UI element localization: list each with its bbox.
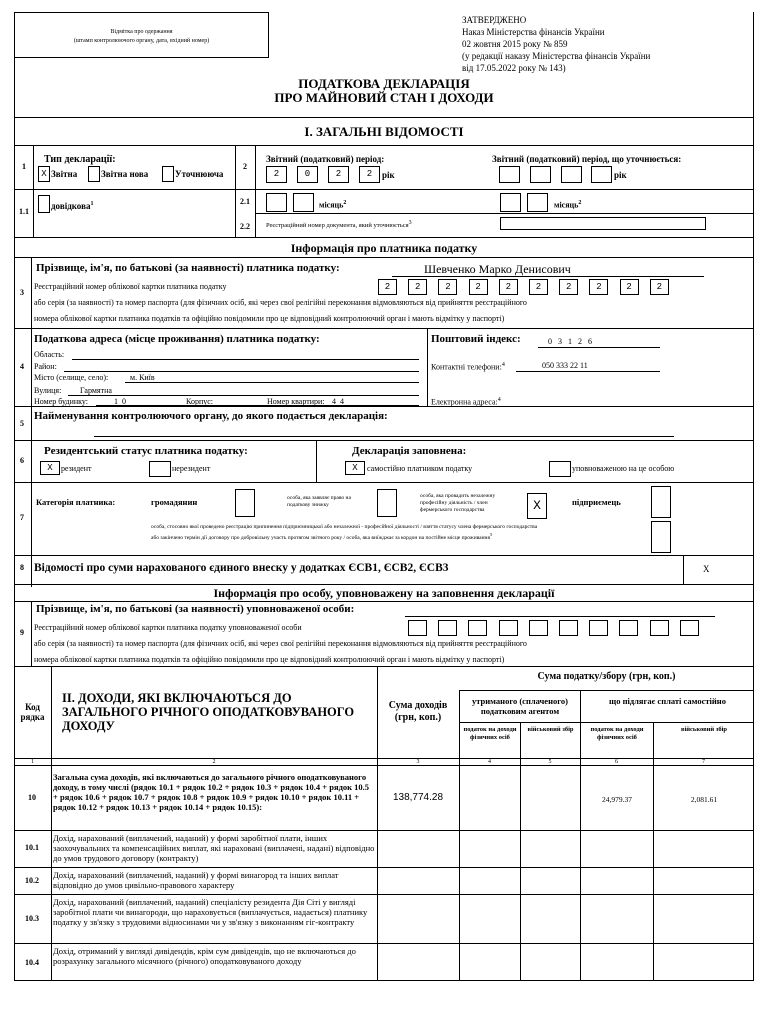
section1-heading: І. ЗАГАЛЬНІ ВІДОМОСТІ — [304, 124, 464, 139]
authorized-rnokpp-digit-box-4[interactable] — [499, 620, 518, 636]
tax-authority-label: Найменування контролюючого органу, до якого подається декларація: — [34, 410, 388, 422]
house-value[interactable]: 1 0 — [114, 397, 127, 406]
row-num-4: 4 — [20, 362, 24, 371]
authorized-rnokpp-digit-box-6[interactable] — [559, 620, 578, 636]
apt-label: Номер квартири: — [267, 397, 325, 406]
city-value[interactable]: м. Київ — [130, 373, 155, 382]
category-citizen: громадянин — [151, 497, 198, 507]
rnokpp-digit-box-2[interactable]: 2 — [408, 279, 427, 295]
authorized-info-heading: Інформація про особу, уповноважену на заповнення декларації — [213, 586, 555, 600]
month-right-box-2[interactable] — [527, 193, 548, 212]
month-label: місяць$^2$ — [319, 200, 347, 210]
col-num-7: 7 — [702, 759, 705, 765]
row-num-7: 7 — [20, 513, 24, 522]
checkbox-independent[interactable]: X — [527, 493, 547, 519]
esv-info-label: Відомості про суми нарахованого єдиного внеску у додатках ЄСВ1, ЄСВ2, ЄСВ3 — [34, 562, 449, 574]
col-military2-header: військовий збір — [680, 726, 728, 733]
col-code-header: Код рядка — [20, 702, 45, 722]
tax-address-label: Податкова адреса (місце проживання) платника податку: — [34, 333, 320, 345]
category-tax-discount: особа, яка заявляє право на податкову знижку — [287, 495, 351, 508]
rnokpp-digit-box-9[interactable]: 2 — [620, 279, 639, 295]
month-box-1[interactable] — [266, 193, 287, 212]
option-filled-authorized: уповноваженою на це особою — [572, 464, 675, 473]
category-independent: особа, яка провадить незалежну професійну діяльність / член фермерського господарства — [420, 493, 496, 513]
city-label: Місто (селище, село): — [34, 373, 109, 382]
postal-index-value[interactable]: 0 3 1 2 6 — [548, 337, 594, 346]
title-line1: ПОДАТКОВА ДЕКЛАРАЦІЯ — [298, 76, 470, 91]
col-self-header: що підлягає сплаті самостійно — [609, 696, 726, 706]
year-suffix-right: рік — [614, 170, 627, 180]
declaration-type-label: Тип декларації: — [44, 154, 116, 165]
col-num-5: 5 — [548, 759, 552, 765]
col-num-1: 1 — [31, 759, 34, 765]
row-num-6: 6 — [20, 456, 24, 465]
apt-value[interactable]: 4 4 — [332, 397, 345, 406]
page-title — [14, 77, 754, 105]
col-income-header: Сума доходів (грн, коп.) — [388, 700, 448, 723]
row-num-3: 3 — [20, 288, 24, 297]
option-utochnyuyucha: Уточнююча — [175, 169, 224, 179]
approval-line4: (у редакції наказу Міністерства фінансів України — [462, 51, 651, 61]
approval-line1: ЗАТВЕРДЖЕНО — [462, 15, 527, 25]
col-num-3: 3 — [416, 759, 420, 765]
row-10-4-text: Дохід, отриманий у вигляді дивідендів, крім сум дивідендів, що не включаються до розрахунку загального місячного (річного) оподатковуваного доходу — [53, 946, 356, 966]
row-code-10-2: 10.2 — [25, 876, 39, 885]
rnokpp-digit-box-4[interactable]: 2 — [469, 279, 488, 295]
authorized-rnokpp-digit-box-9[interactable] — [650, 620, 669, 636]
year-digit-box-3[interactable]: 2 — [328, 166, 349, 183]
year-right-box-3[interactable] — [561, 166, 582, 183]
checkbox-terminated[interactable] — [651, 521, 671, 553]
email-label: Електронна адреса:$^4$ — [431, 397, 501, 407]
year-digit-box-2[interactable]: 0 — [297, 166, 318, 183]
street-label: Вулиця: — [34, 386, 62, 395]
row-10-3-text: Дохід, нарахований (виплачений, наданий) спеціалісту резидента Дія Сіті у вигляді заробітної плати чи винагороди, що нараховується (виплачується, надається) платнику податку у зв'язку з трудовими відносинами чи у зв'язку з виконанням гіг-контракту — [53, 897, 368, 927]
option-nonresident: нерезидент — [172, 464, 211, 473]
checkbox-entrepreneur[interactable] — [651, 486, 671, 518]
rnokpp-digit-box-1[interactable]: 2 — [378, 279, 397, 295]
col-num-4: 4 — [488, 759, 491, 765]
rnokpp-digit-box-6[interactable]: 2 — [529, 279, 548, 295]
filled-by-label: Декларація заповнена: — [352, 445, 467, 457]
row-10-military-self[interactable]: 2,081.61 — [690, 795, 718, 804]
year-right-box-4[interactable] — [591, 166, 612, 183]
stamp-line1: Відмітка про одержання — [110, 29, 173, 35]
passport-note-line1: або серія (за наявності) та номер паспорта (для фізичних осіб, які через свої релігійні переконання відмовляються від прийняття реєстраційного — [34, 298, 527, 307]
phone-label: Контактні телефони:$^4$ — [431, 362, 505, 372]
checkbox-citizen[interactable] — [235, 489, 255, 517]
payer-name-value[interactable]: Шевченко Марко Денисович — [424, 262, 571, 276]
approval-line2: Наказ Міністерства фінансів України — [462, 27, 605, 37]
row-num-2-1: 2.1 — [240, 197, 250, 206]
year-right-box-1[interactable] — [499, 166, 520, 183]
checkbox-filled-authorized[interactable] — [549, 461, 571, 477]
checkbox-dovidkova[interactable] — [38, 195, 50, 213]
year-digit-box-1[interactable]: 2 — [266, 166, 287, 183]
authorized-name-label: Прізвище, ім'я, по батькові (за наявності) уповноваженої особи: — [36, 603, 355, 615]
payer-category-label: Категорія платника: — [36, 497, 116, 507]
checkbox-tax-discount[interactable] — [377, 489, 397, 517]
row-code-10: 10 — [28, 793, 36, 802]
title-line2: ПРО МАЙНОВИЙ СТАН І ДОХОДИ — [274, 90, 494, 105]
passport-note-line2: номера облікової картки платника податків та офіційно повідомили про це відповідний контролюючий орган і мають відмітку у паспорті) — [34, 314, 505, 323]
house-label: Номер будинку: — [34, 397, 89, 406]
col-withheld-header: утриманого (сплаченого) податковим агентом — [472, 696, 568, 716]
year-digit-box-4[interactable]: 2 — [359, 166, 380, 183]
rnokpp-digit-box-7[interactable]: 2 — [559, 279, 578, 295]
col-tax-header: Сума податку/збору (грн, коп.) — [537, 671, 676, 682]
korpus-label: Корпус: — [186, 397, 213, 406]
row-num-9: 9 — [20, 628, 24, 637]
section2-heading: ІІ. ДОХОДИ, ЯКІ ВКЛЮЧАЮТЬСЯ ДО ЗАГАЛЬНОГО РІЧНОГО ОПОДАТКОВУВАНОГО ДОХОДУ — [62, 691, 355, 733]
month-right-box-1[interactable] — [500, 193, 521, 212]
row-num-8: 8 — [20, 563, 24, 572]
col-military-header: військовий збір — [527, 726, 574, 733]
row-num-2: 2 — [243, 162, 247, 171]
category-terminated-note: особа, стосовно якої проведено реєстрацію припинення підприємницької або незалежної - професійної діяльності / взяття статусу члена фермерського господарства або закінчено термін дії договору про добровільну участь протягом звітного року / особа, яка виїжджає за кордон на постійне місце проживання$^5$ — [151, 524, 538, 541]
resident-status-label: Резидентський статус платника податку: — [44, 445, 248, 457]
checkbox-zvitna-nova[interactable] — [88, 166, 100, 182]
row-num-2-2: 2.2 — [240, 222, 250, 231]
checkbox-resident[interactable]: X — [40, 461, 60, 475]
row-code-10-3: 10.3 — [25, 914, 39, 923]
row-code-10-1: 10.1 — [25, 843, 39, 852]
category-entrepreneur: підприємець — [572, 497, 621, 507]
option-zvitna-nova: Звітна нова — [101, 169, 149, 179]
authorized-rnokpp-digit-box-1[interactable] — [408, 620, 427, 636]
row-10-2-text: Дохід, нарахований (виплачений, наданий) у формі винагород та інших виплат відповідно до умов цивільно-правового характеру — [53, 870, 339, 890]
rnokpp-digit-box-8[interactable]: 2 — [589, 279, 608, 295]
phone-value[interactable]: 050 333 22 11 — [542, 361, 588, 370]
street-value[interactable]: Гармятна — [80, 386, 112, 395]
payer-name-label: Прізвище, ім'я, по батькові (за наявності) платника податку: — [36, 262, 340, 274]
row-num-1-1: 1.1 — [19, 207, 29, 216]
col-pdfo2-header: податок на доходи фізичних осіб — [590, 726, 644, 741]
approval-line3: 02 жовтня 2015 року № 859 — [462, 39, 568, 49]
row-10-income[interactable]: 138,774.28 — [392, 792, 444, 803]
reporting-period-right-label: Звітний (податковий) період, що уточнюється: — [492, 154, 682, 164]
authorized-passport-note-line1: або серія (за наявності) та номер паспорта (для фізичних осіб, які через свої релігійні переконання відмовляються від прийняття реєстраційного — [34, 639, 527, 648]
year-right-box-2[interactable] — [530, 166, 551, 183]
checkbox-nonresident[interactable] — [149, 461, 171, 477]
month-box-2[interactable] — [293, 193, 314, 212]
option-resident: резидент — [61, 464, 92, 473]
reporting-period-label: Звітний (податковий) період: — [266, 154, 385, 164]
row-10-pdfo-self[interactable]: 24,979.37 — [602, 795, 632, 804]
postal-index-label: Поштовий індекс: — [431, 333, 521, 345]
authorized-passport-note-line2: номера облікової картки платника податків та офіційно повідомили про це відповідний контролюючий орган і мають відмітку у паспорті) — [34, 655, 505, 664]
authorized-rnokpp-digit-box-10[interactable] — [680, 620, 699, 636]
authorized-rnokpp-digit-box-7[interactable] — [589, 620, 608, 636]
col-pdfo-header: податок на доходи фізичних осіб — [463, 726, 517, 741]
authorized-rnokpp-digit-box-8[interactable] — [619, 620, 638, 636]
raion-label: Район: — [34, 362, 57, 371]
authorized-rnokpp-digit-box-5[interactable] — [529, 620, 548, 636]
approval-line5: від 17.05.2022 року № 143) — [462, 63, 566, 73]
checkbox-zvitna[interactable]: X — [38, 166, 50, 182]
col-num-2: 2 — [212, 759, 216, 765]
rnokpp-digit-box-10[interactable]: 2 — [650, 279, 669, 295]
payer-info-heading: Інформація про платника податку — [290, 241, 478, 255]
option-filled-self: самостійно платником податку — [367, 464, 473, 473]
year-suffix: рік — [382, 170, 395, 180]
authorized-rnokpp-digit-box-3[interactable] — [468, 620, 487, 636]
checkbox-utochnyuyucha[interactable] — [162, 166, 174, 182]
col-num-6: 6 — [615, 759, 618, 765]
row-code-10-4: 10.4 — [25, 958, 39, 967]
esv-mark[interactable]: X — [703, 564, 710, 574]
authorized-rnokpp-digit-box-2[interactable] — [438, 620, 457, 636]
rnokpp-label: Реєстраційний номер облікової картки платника податку — [34, 282, 227, 291]
rnokpp-digit-box-5[interactable]: 2 — [499, 279, 518, 295]
option-zvitna: Звітна — [51, 169, 78, 179]
doc-reg-number-input[interactable] — [500, 217, 706, 230]
oblast-label: Область: — [34, 350, 65, 359]
checkbox-filled-self[interactable]: X — [345, 461, 365, 475]
stamp-line2: (штамп контролюючого органу, дата, вхідний номер) — [73, 38, 210, 44]
row-10-1-text: Дохід, нарахований (виплачений, наданий) у формі заробітної плати, інших заохочувальних та компенсаційних виплат, які нараховані (виплачені, надані) відповідно до умов трудового договору (контракту) — [53, 833, 375, 863]
row-num-1: 1 — [22, 162, 26, 171]
authorized-rnokpp-label: Реєстраційний номер облікової картки платника податку уповноваженої особи — [34, 623, 302, 632]
rnokpp-digit-box-3[interactable]: 2 — [438, 279, 457, 295]
row-num-5: 5 — [20, 419, 24, 428]
row-10-text: Загальна сума доходів, які включаються до загального річного оподатковуваного доходу, в тому числі (рядок 10.1 + рядок 10.2 + рядок 10.3 + рядок 10.4 + рядок 10.5 + рядок 10.6 + рядок 10.7 + рядок 10.8 + рядок 10.9 + рядок 10.10 + рядок 10.11 + рядок 10.12 + рядок 10.13 + рядок 10.14 + рядок 10.15): — [53, 772, 370, 812]
month-right-label: місяць$^2$ — [554, 200, 582, 210]
option-dovidkova: довідкова$^1$ — [51, 201, 94, 211]
doc-reg-number-label: Реєстраційний номер документа, який уточнюється$^3$ — [266, 220, 412, 230]
